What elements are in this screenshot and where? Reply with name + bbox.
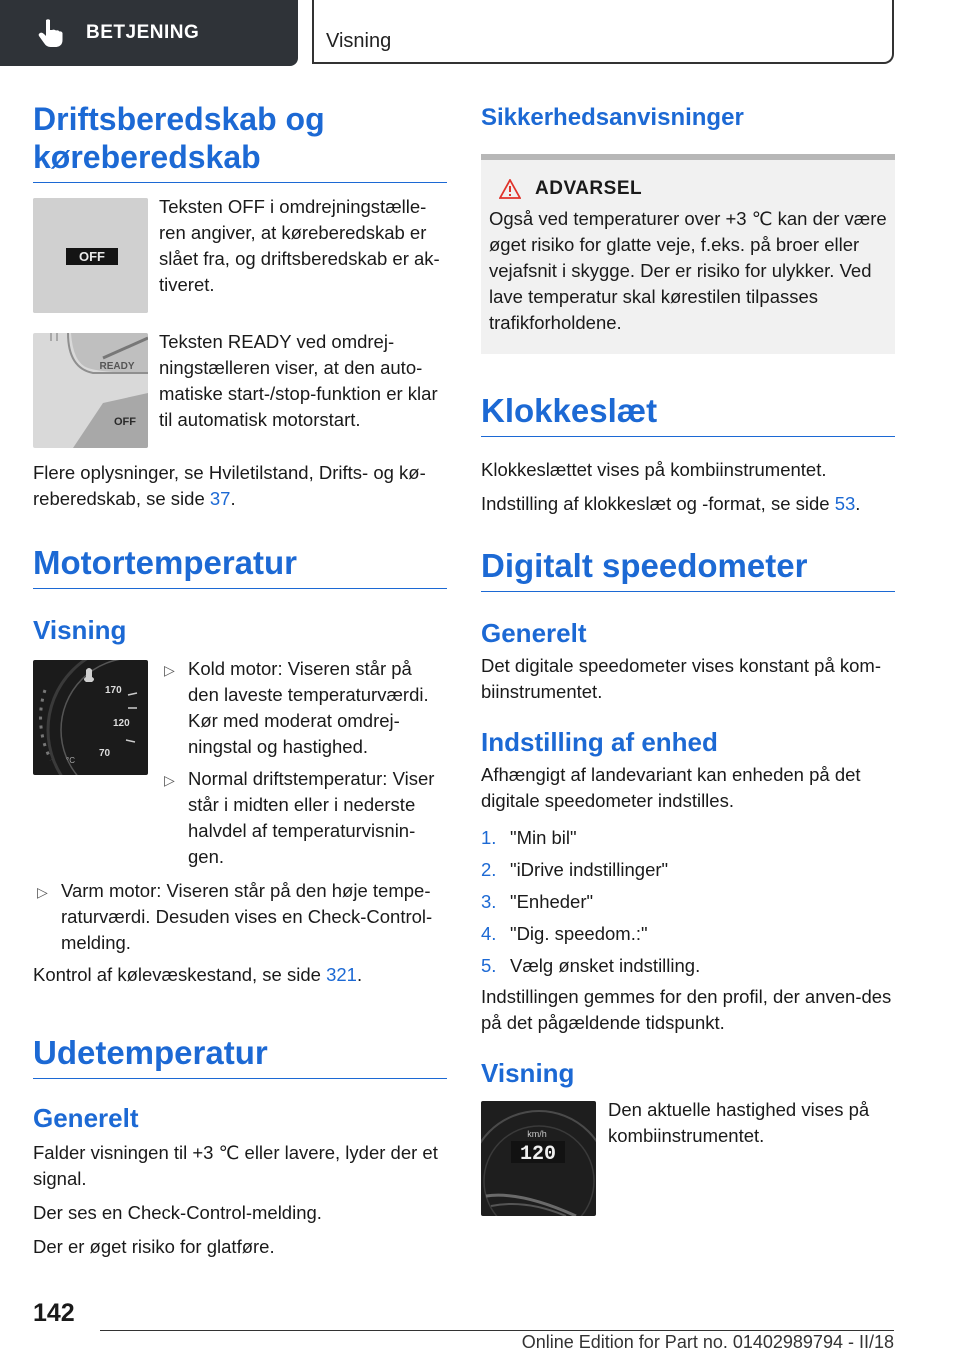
speedo-title: Digitalt speedometer <box>481 547 808 584</box>
warning-label: ADVARSEL <box>535 178 643 199</box>
list-item: 1. "Min bil" <box>481 827 577 848</box>
speedo-generelt-text: Det digitale speedometer vises konstant på kom-biinstrumentet. <box>481 655 882 702</box>
warning-box <box>481 154 895 354</box>
ude-heading-block <box>33 1034 447 1079</box>
ude-generelt-title: Generelt <box>33 1103 139 1133</box>
ude-paragraph-3: Der er øget risiko for glatføre. <box>33 1236 275 1257</box>
safety-title: Sikkerhedsanvisninger <box>481 104 744 131</box>
list-item: ▷ Normal driftstemperatur: Viser står i midten eller i nederste halvdel af temperaturvisnin-gen. <box>164 768 435 867</box>
list-item: 4. "Dig. speedom.:" <box>481 923 648 944</box>
triangle-bullet-icon: ▷ <box>164 772 175 788</box>
speedo-figure-row <box>481 1101 895 1216</box>
footer-divider <box>100 1330 894 1331</box>
pointing-hand-icon <box>38 18 64 48</box>
motor-visning-title: Visning <box>33 615 127 645</box>
speed-unit-label: km/h <box>527 1129 547 1139</box>
page-link-321[interactable]: 321 <box>326 964 357 985</box>
clock-paragraph-1: Klokkeslættet vises på kombiinstrumentet. <box>481 459 827 480</box>
list-item: 5. Vælg ønsket indstilling. <box>481 955 701 976</box>
gauge-label-unit: °C <box>66 756 75 765</box>
ready-thumb-label: READY <box>99 361 135 372</box>
ready-title-line2: køreberedskab <box>33 139 261 175</box>
gauge-label-70: 70 <box>99 748 111 759</box>
off-figure-row <box>33 198 447 313</box>
ude-paragraph-1: Falder visningen til +3 ℃ eller lavere, lyder der et signal. <box>33 1142 438 1189</box>
triangle-bullet-icon: ▷ <box>37 884 48 900</box>
off-display-image <box>33 198 148 313</box>
gauge-label-170: 170 <box>105 685 122 696</box>
motor-figure-row <box>33 660 447 870</box>
motor-heading-block <box>33 544 447 589</box>
motor-title: Motortemperatur <box>33 544 298 581</box>
list-item: ▷ Varm motor: Viseren står på den høje tempe-raturværdi. Desuden vises en Check-Control-melding. <box>37 880 433 953</box>
clock-title: Klokkeslæt <box>481 392 658 429</box>
speed-value-label: 120 <box>519 1143 557 1166</box>
list-item: ▷ Kold motor: Viseren står på den laveste temperaturværdi. Kør med moderat omdrej-ningstal og hastighed. <box>164 658 429 757</box>
motor-temperature-list <box>160 656 447 870</box>
speedo-heading-block <box>481 547 895 592</box>
triangle-bullet-icon: ▷ <box>164 662 175 678</box>
unit-title: Indstilling af enhed <box>481 727 718 757</box>
off-description: Teksten OFF i omdrejningstælle-ren angiver, at køreberedskab er slået fra, og driftsberedskab er ak-tiveret. <box>159 196 440 295</box>
speedo-generelt-title: Generelt <box>481 618 587 648</box>
ude-paragraph-2: Der ses en Check-Control-melding. <box>33 1202 322 1223</box>
section-label: BETJENING <box>86 22 200 43</box>
left-column <box>33 100 447 1260</box>
section-tab[interactable] <box>0 0 298 66</box>
ready-heading-block <box>33 100 447 183</box>
off-thumb-label: OFF <box>79 249 105 264</box>
temperature-gauge-image <box>33 660 148 775</box>
unit-steps-list <box>481 822 895 982</box>
ude-title: Udetemperatur <box>33 1034 268 1071</box>
warning-text: Også ved temperaturer over +3 ℃ kan der være øget risiko for glatte veje, f.eks. på broer eller vejafsnit i skygge. Der er risiko for ulykker. Ved lave temperatur skal kørestilen tilpasses trafikforholdene. <box>489 208 887 333</box>
clock-heading-block <box>481 392 895 437</box>
motor-warm-list <box>33 878 447 956</box>
list-item: 3. "Enheder" <box>481 891 594 912</box>
page-footer <box>0 1296 960 1362</box>
ready-figure-row <box>33 333 447 448</box>
gauge-label-120: 120 <box>113 718 130 729</box>
ready-description: Teksten READY ved omdrej-ningstælleren viser, at den auto-matiske start-/stop-funktion er klar til automatisk motorstart. <box>159 331 438 430</box>
speedo-visning-text: Den aktuelle hastighed vises på kombiinstrumentet. <box>608 1099 870 1146</box>
edition-text: Online Edition for Part no. 01402989794 - II/18 <box>521 1332 894 1352</box>
right-column <box>481 100 895 1216</box>
page-link-37[interactable]: 37 <box>209 488 231 509</box>
page-header <box>0 0 960 66</box>
ready-display-image <box>33 333 148 448</box>
ready-thumb-off-label: OFF <box>114 416 136 428</box>
digital-speedometer-image <box>481 1101 596 1216</box>
clock-paragraph-2: Indstilling af klokkeslæt og -format, se side 53. <box>481 493 861 514</box>
list-item: 2. "iDrive indstillinger" <box>481 859 669 880</box>
page-link-53[interactable]: 53 <box>834 493 856 514</box>
ready-title-line1: Driftsberedskab og <box>33 101 325 137</box>
chapter-label: Visning <box>326 30 392 52</box>
chapter-box <box>312 0 894 64</box>
unit-text: Afhængigt af landevariant kan enheden på det digitale speedometer indstilles. <box>481 764 861 811</box>
warning-triangle-icon <box>499 179 521 199</box>
page-number: 142 <box>33 1299 75 1327</box>
speedo-visning-title: Visning <box>481 1058 575 1088</box>
more-info-paragraph: Flere oplysninger, se Hviletilstand, Drifts- og kø-reberedskab, se side 37. <box>33 462 426 509</box>
coolant-paragraph: Kontrol af kølevæskestand, se side 321. <box>33 964 363 985</box>
saved-text: Indstillingen gemmes for den profil, der anven-des på det pågældende tidspunkt. <box>481 986 892 1033</box>
